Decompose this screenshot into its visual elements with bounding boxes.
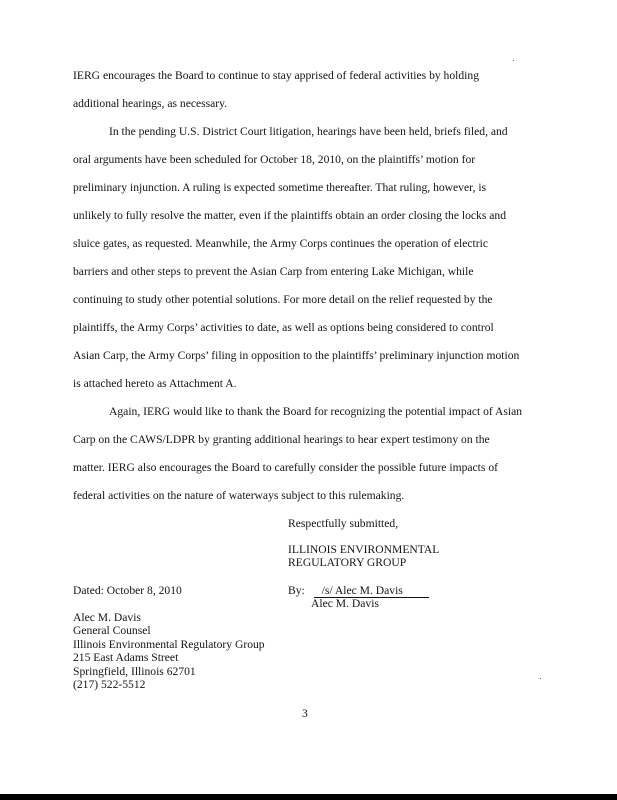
- organization-name-line-2: REGULATORY GROUP: [288, 556, 407, 569]
- salutation: Respectfully submitted,: [288, 517, 399, 530]
- address-organization: Illinois Environmental Regulatory Group: [73, 637, 265, 651]
- address-name: Alec M. Davis: [73, 611, 141, 624]
- dated-line: Dated: October 8, 2010: [73, 584, 182, 597]
- body-text-line: sluice gates, as requested. Meanwhile, the Army Corps continues the operation of electric: [73, 237, 488, 250]
- body-text-line: additional hearings, as necessary.: [73, 97, 228, 110]
- by-label: By:: [288, 584, 305, 597]
- body-text-line: federal activities on the nature of waterways subject to this rulemaking.: [73, 489, 405, 502]
- body-text-line: plaintiffs, the Army Corps’ activities to date, as well as options being considered to control: [73, 321, 494, 334]
- body-text-line: continuing to study other potential solutions. For more detail on the relief requested by the: [73, 293, 493, 306]
- body-text-line: is attached hereto as Attachment A.: [73, 377, 237, 390]
- scan-speck: [540, 678, 541, 679]
- body-text-line: IERG encourages the Board to continue to stay apprised of federal activities by holding: [73, 69, 479, 82]
- scan-speck: [513, 60, 514, 61]
- address-phone: (217) 522-5512: [73, 678, 146, 692]
- page-number: 3: [302, 707, 308, 720]
- signature-block: [288, 584, 429, 598]
- body-text-line: Again, IERG would like to thank the Board for recognizing the potential impact of Asian: [109, 405, 523, 418]
- body-text-line: unlikely to fully resolve the matter, even if the plaintiffs obtain an order closing the locks and: [73, 209, 507, 222]
- address-block: [73, 611, 265, 691]
- signer-name: Alec M. Davis: [311, 597, 379, 610]
- body-text-line: oral arguments have been scheduled for October 18, 2010, on the plaintiffs’ motion for: [73, 153, 476, 166]
- body-text-line: Asian Carp, the Army Corps’ filing in opposition to the plaintiffs’ preliminary injunction motion: [73, 349, 520, 362]
- organization-name-line-1: ILLINOIS ENVIRONMENTAL: [288, 543, 440, 556]
- signature: /s/ Alec M. Davis: [314, 584, 429, 598]
- address-title: General Counsel: [73, 624, 151, 638]
- body-text-line: Carp on the CAWS/LDPR by granting additional hearings to hear expert testimony on the: [73, 433, 490, 446]
- body-text-line: barriers and other steps to prevent the Asian Carp from entering Lake Michigan, while: [73, 265, 474, 278]
- address-street: 215 East Adams Street: [73, 651, 179, 665]
- scan-bottom-edge: [0, 794, 617, 800]
- body-text-line: matter. IERG also encourages the Board to carefully consider the possible future impacts of: [73, 461, 498, 474]
- body-text-line: In the pending U.S. District Court litigation, hearings have been held, briefs filed, and: [109, 125, 508, 138]
- body-text-line: preliminary injunction. A ruling is expected sometime thereafter. That ruling, however, is: [73, 181, 487, 194]
- address-city: Springfield, Illinois 62701: [73, 664, 196, 678]
